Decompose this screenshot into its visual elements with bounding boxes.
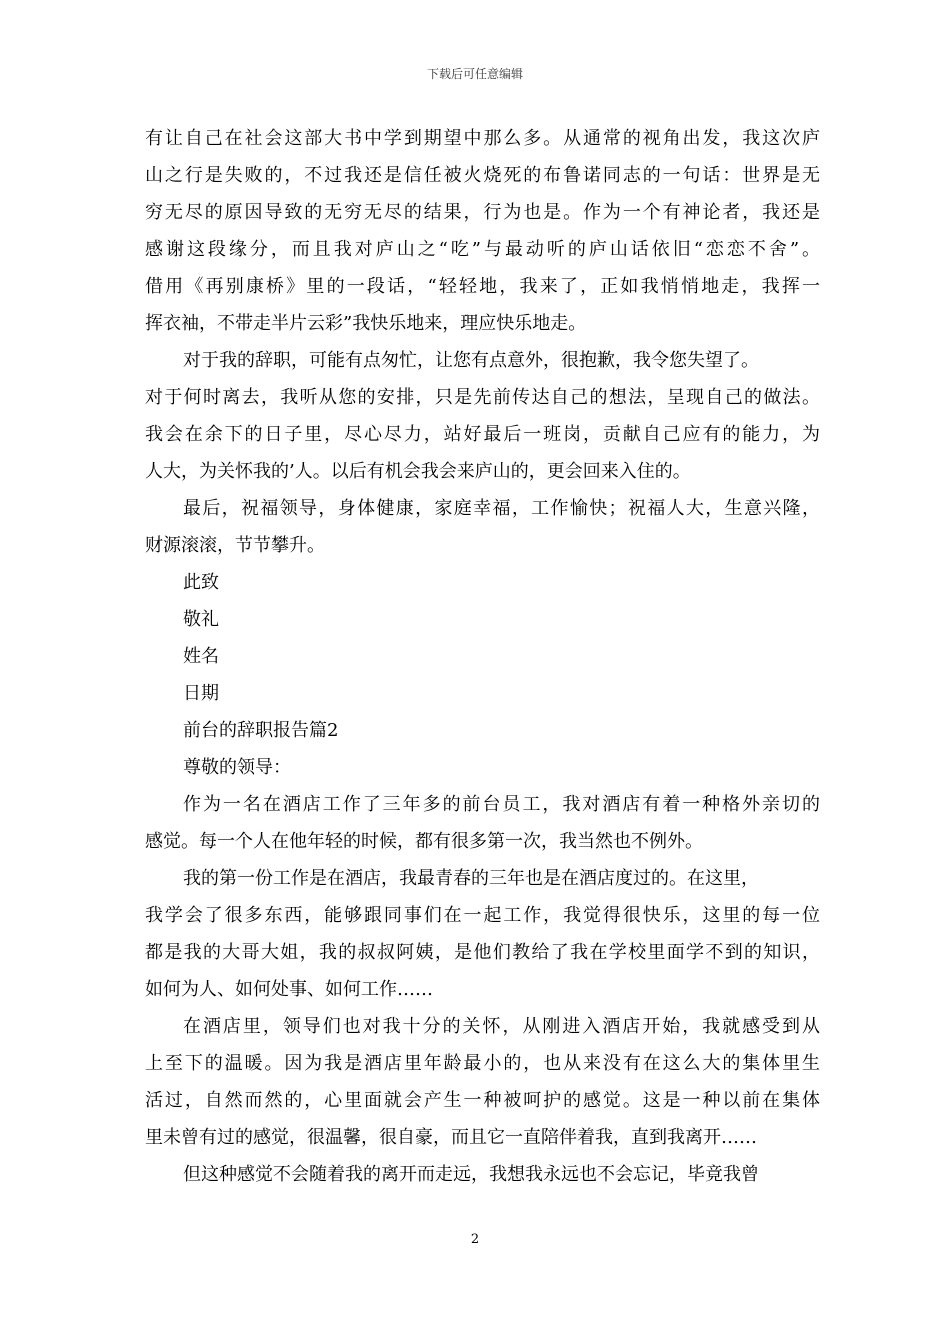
text-line: 对于何时离去，我听从您的安排，只是先前传达自己的想法，呈现自己的做法。 <box>145 387 820 408</box>
text-line: 对于我的辞职，可能有点匆忙，让您有点意外，很抱歉，我令您失望了。 <box>183 350 759 371</box>
signature-date: 日期 <box>183 683 219 704</box>
text-line: 有让自己在社会这部大书中学到期望中那么多。从通常的视角出发，我这次庐 <box>145 128 820 149</box>
text-line: 如何为人、如何处事、如何工作…… <box>145 979 433 1000</box>
text-line: 山之行是失败的，不过我还是信任被火烧死的布鲁诺同志的一句话：世界是无 <box>145 165 820 186</box>
text-line: 上至下的温暖。因为我是酒店里年龄最小的，也从来没有在这么大的集体里生 <box>145 1053 820 1074</box>
text-line: 感觉。每一个人在他年轻的时候，都有很多第一次，我当然也不例外。 <box>145 831 703 852</box>
text-line: 借用《再别康桥》里的一段话，“轻轻地，我来了，正如我悄悄地走，我挥一 <box>145 276 820 297</box>
text-line: 但这种感觉不会随着我的离开而走远，我想我永远也不会忘记，毕竟我曾 <box>183 1164 759 1185</box>
text-line: 挥衣袖，不带走半片云彩”我快乐地来，理应快乐地走。 <box>145 313 587 334</box>
text-line: 感谢这段缘分，而且我对庐山之“吃”与最动听的庐山话依旧“恋恋不舍”。 <box>145 239 820 260</box>
text-line: 我学会了很多东西，能够跟同事们在一起工作，我觉得很快乐，这里的每一位 <box>145 905 820 926</box>
page-header: 下载后可任意编辑 <box>426 67 523 81</box>
text-line: 我会在余下的日子里，尽心尽力，站好最后一班岗，贡献自己应有的能力，为 <box>145 424 820 445</box>
text-line: 人大，为关怀我的’人。以后有机会我会来庐山的，更会回来入住的。 <box>145 461 691 482</box>
text-line: 在酒店里，领导们也对我十分的关怀，从刚进入酒店开始，我就感受到从 <box>183 1016 820 1037</box>
closing-salutation: 此致 <box>183 572 219 593</box>
greeting: 尊敬的领导： <box>183 757 291 778</box>
text-line: 作为一名在酒店工作了三年多的前台员工，我对酒店有着一种格外亲切的 <box>183 794 820 815</box>
text-line: 穷无尽的原因导致的无穷无尽的结果，行为也是。作为一个有神论者，我还是 <box>145 202 820 223</box>
text-line: 财源滚滚，节节攀升。 <box>145 535 325 556</box>
document-body <box>145 120 820 1193</box>
text-line: 里未曾有过的感觉，很温馨，很自豪，而且它一直陪伴着我，直到我离开…… <box>145 1127 757 1148</box>
text-line: 活过，自然而然的，心里面就会产生一种被呵护的感觉。这是一种以前在集体 <box>145 1090 820 1111</box>
text-line: 都是我的大哥大姐，我的叔叔阿姨，是他们教给了我在学校里面学不到的知识， <box>145 942 820 963</box>
text-line: 我的第一份工作是在酒店，我最青春的三年也是在酒店度过的。在这里， <box>183 868 759 889</box>
page-number: 2 <box>470 1232 480 1247</box>
closing-regards: 敬礼 <box>183 609 219 630</box>
section-title: 前台的辞职报告篇2 <box>183 720 339 741</box>
text-line: 最后，祝福领导，身体健康，家庭幸福，工作愉快；祝福人大，生意兴隆， <box>183 498 820 519</box>
signature-name: 姓名 <box>183 646 219 667</box>
